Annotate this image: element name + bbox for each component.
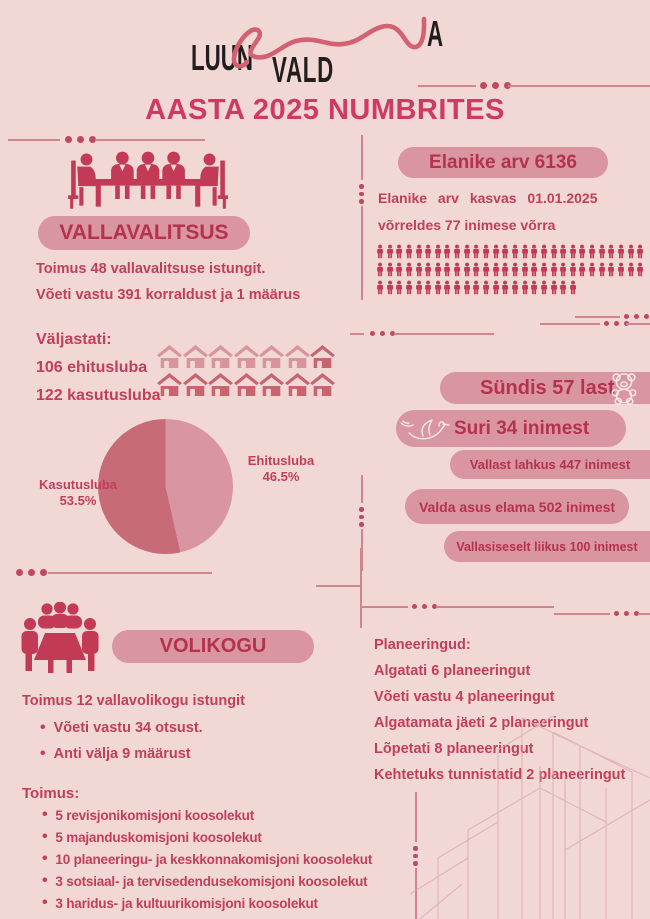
house-icon <box>285 345 310 368</box>
house-pictograph-row <box>157 345 336 368</box>
logo-text-vald: VALD <box>272 49 334 91</box>
person-icon <box>443 279 451 296</box>
komisjonid-bullet <box>42 850 372 868</box>
person-icon <box>415 279 423 296</box>
person-icon <box>386 243 394 260</box>
house-icon <box>183 373 208 396</box>
person-icon <box>521 261 529 278</box>
person-icon <box>453 279 461 296</box>
divider-line <box>8 139 60 141</box>
house-icon <box>310 373 335 396</box>
person-icon <box>472 279 480 296</box>
planeeringud-item: Võeti vastu 4 planeeringut <box>374 689 555 705</box>
komisjonid-bullet <box>42 828 262 846</box>
government-meeting-icon <box>66 151 230 209</box>
person-icon <box>559 243 567 260</box>
page-title: AASTA 2025 NUMBRITES <box>145 94 505 126</box>
house-icon <box>208 345 233 368</box>
logo-text-luun: LUUN <box>191 37 253 79</box>
person-icon <box>511 279 519 296</box>
person-icon <box>443 243 451 260</box>
divider-line <box>361 206 363 300</box>
person-icon <box>482 279 490 296</box>
planeeringud-item: Algatamata jäeti 2 planeeringut <box>374 715 589 731</box>
person-icon <box>540 279 548 296</box>
bullet-icon <box>42 806 47 824</box>
deaths-label: Suri 34 inimest <box>454 417 590 439</box>
person-icon <box>540 243 548 260</box>
bullet-icon <box>42 872 47 890</box>
pie-label-text: Kasutusluba <box>38 477 117 492</box>
pie-label-ehitusluba <box>225 453 337 485</box>
divider-line <box>436 606 554 608</box>
divider-line <box>48 572 212 574</box>
divider-dots <box>412 604 437 609</box>
permits-line1: 106 ehitusluba <box>36 359 148 376</box>
house-icon <box>234 345 259 368</box>
person-icon <box>521 243 529 260</box>
house-icon <box>208 373 233 396</box>
planeeringud-item: Lõpetati 8 planeeringut <box>374 741 534 757</box>
person-icon <box>376 261 384 278</box>
divider-dots <box>614 611 639 616</box>
bullet-icon <box>42 828 47 846</box>
person-icon <box>415 261 423 278</box>
person-icon <box>463 279 471 296</box>
person-icon <box>617 243 625 260</box>
volikogu-pill: VOLIKOGU <box>112 630 314 663</box>
person-icon <box>472 261 480 278</box>
bullet-icon <box>42 894 47 912</box>
divider-dots <box>370 331 395 336</box>
moved-out-pill <box>450 450 650 479</box>
population-line1: Elanike arv kasvas 01.01.2025 <box>378 190 598 206</box>
house-icon <box>259 373 284 396</box>
divider-dots <box>65 136 96 143</box>
population-pill: Elanike arv 6136 <box>398 147 608 178</box>
person-icon <box>482 243 490 260</box>
internal-move-pill <box>444 531 650 562</box>
person-icon <box>530 279 538 296</box>
person-icon <box>530 261 538 278</box>
person-icon <box>376 279 384 296</box>
house-icon <box>285 373 310 396</box>
permits-line2: 122 kasutusluba <box>36 387 161 404</box>
person-icon <box>501 243 509 260</box>
divider-line <box>361 135 363 180</box>
house-icon <box>183 345 208 368</box>
person-icon <box>501 261 509 278</box>
person-icon <box>550 243 558 260</box>
person-icon <box>376 243 384 260</box>
person-pictograph-row <box>376 279 578 296</box>
divider-line <box>360 548 362 628</box>
person-icon <box>395 279 403 296</box>
building-wireframe-illustration <box>410 680 650 919</box>
bullet-icon <box>40 745 46 763</box>
person-icon <box>501 279 509 296</box>
person-icon <box>559 261 567 278</box>
komisjonid-bullet <box>42 894 318 912</box>
person-icon <box>424 279 432 296</box>
person-icon <box>569 261 577 278</box>
person-icon <box>627 243 635 260</box>
volikogu-bullet <box>40 745 191 763</box>
person-icon <box>588 261 596 278</box>
moved-in-pill <box>405 489 629 524</box>
person-icon <box>550 261 558 278</box>
moved-out-label: Vallast lahkus 447 inimest <box>469 457 631 472</box>
internal-move-label: Vallasiseselt liikus 100 inimest <box>456 539 638 554</box>
pie-label-pct: 53.5% <box>59 493 97 508</box>
person-icon <box>395 243 403 260</box>
person-icon <box>434 261 442 278</box>
divider-dots <box>624 314 649 319</box>
person-icon <box>588 243 596 260</box>
person-icon <box>443 261 451 278</box>
house-icon <box>259 345 284 368</box>
person-icon <box>453 261 461 278</box>
person-icon <box>405 243 413 260</box>
person-icon <box>463 243 471 260</box>
vallavalitsus-line1: Toimus 48 vallavalitsuse istungit. <box>36 261 266 277</box>
volikogu-bullet-text: Võeti vastu 34 otsust. <box>53 720 203 736</box>
person-icon <box>511 243 519 260</box>
divider-line <box>626 323 650 325</box>
person-icon <box>530 243 538 260</box>
bullet-icon <box>40 719 46 737</box>
person-icon <box>598 243 606 260</box>
volikogu-bullet-text: Anti välja 9 määrust <box>53 746 191 762</box>
person-icon <box>578 261 586 278</box>
divider-dots <box>16 569 47 576</box>
pie-label-kasutusluba <box>22 477 134 509</box>
planeeringud-item: Kehtetuks tunnistatid 2 planeeringut <box>374 767 626 783</box>
divider-line <box>554 613 610 615</box>
person-icon <box>492 243 500 260</box>
divider-line <box>361 475 363 503</box>
person-icon <box>424 261 432 278</box>
person-icon <box>598 261 606 278</box>
person-icon <box>607 261 615 278</box>
moved-in-label: Valda asus elama 502 inimest <box>418 498 616 515</box>
house-icon <box>157 373 182 396</box>
divider-line <box>394 333 494 335</box>
person-icon <box>386 261 394 278</box>
house-icon <box>157 345 182 368</box>
planeeringud-heading: Planeeringud: <box>374 637 471 653</box>
divider-line <box>540 323 600 325</box>
person-icon <box>540 261 548 278</box>
person-icon <box>636 243 644 260</box>
house-icon <box>234 373 259 396</box>
person-icon <box>569 243 577 260</box>
divider-dots <box>359 184 364 204</box>
person-icon <box>434 243 442 260</box>
population-line2: võrreldes 77 inimese võrra <box>378 217 556 233</box>
volikogu-bullet <box>40 719 203 737</box>
komisjonid-bullet-text: 10 planeeringu- ja keskkonnakomisjoni koosolekut <box>55 851 373 867</box>
divider-line <box>638 613 650 615</box>
person-icon <box>492 279 500 296</box>
river-squiggle-icon <box>180 5 470 95</box>
person-icon <box>472 243 480 260</box>
person-icon <box>424 243 432 260</box>
person-icon <box>463 261 471 278</box>
person-icon <box>521 279 529 296</box>
divider-line <box>362 606 408 608</box>
pie-label-text: Ehitusluba <box>247 453 315 468</box>
person-icon <box>578 243 586 260</box>
divider-dots <box>359 507 364 527</box>
person-icon <box>607 243 615 260</box>
komisjonid-bullet <box>42 806 254 824</box>
births-label: Sündis 57 last <box>480 376 615 399</box>
komisjonid-bullet-text: 3 sotsiaal- ja tervisedendusekomisjoni koosolekut <box>55 873 368 889</box>
person-icon <box>453 243 461 260</box>
divider-line <box>508 85 650 87</box>
person-icon <box>550 279 558 296</box>
person-icon <box>405 261 413 278</box>
komisjonid-bullet-text: 5 majanduskomisjoni koosolekut <box>55 829 262 845</box>
person-icon <box>617 261 625 278</box>
person-icon <box>395 261 403 278</box>
person-pictograph-row <box>376 261 646 278</box>
person-icon <box>636 261 644 278</box>
teddy-bear-icon <box>608 371 640 405</box>
komisjonid-bullet-text: 3 haridus- ja kultuurikomisjoni koosolekut <box>55 895 318 911</box>
logo-text-a: A <box>427 13 444 55</box>
volikogu-line1: Toimus 12 vallavolikogu istungit <box>22 693 245 709</box>
person-icon <box>511 261 519 278</box>
person-icon <box>569 279 577 296</box>
person-icon <box>405 279 413 296</box>
person-icon <box>627 261 635 278</box>
divider-line <box>95 139 205 141</box>
divider-line <box>575 316 620 318</box>
komisjonid-bullet <box>42 872 367 890</box>
house-icon <box>310 345 335 368</box>
house-pictograph-row <box>157 373 336 396</box>
person-icon <box>434 279 442 296</box>
person-icon <box>492 261 500 278</box>
komisjonid-bullet-text: 5 revisjonikomisjoni koosolekut <box>55 807 255 823</box>
person-icon <box>559 279 567 296</box>
divider-line <box>350 333 364 335</box>
divider-line <box>418 85 476 87</box>
vallavalitsus-line2: Võeti vastu 391 korraldust ja 1 määrus <box>36 287 301 303</box>
person-pictograph-row <box>376 243 646 260</box>
person-icon <box>386 279 394 296</box>
person-icon <box>415 243 423 260</box>
planeeringud-item: Algatati 6 planeeringut <box>374 663 531 679</box>
dove-icon <box>398 413 452 445</box>
komisjonid-heading: Toimus: <box>22 785 80 802</box>
permits-heading: Väljastati: <box>36 331 112 348</box>
divider-line <box>316 585 361 587</box>
pie-label-pct: 46.5% <box>262 469 300 484</box>
person-icon <box>482 261 490 278</box>
bullet-icon <box>42 850 47 868</box>
divider-dots <box>480 82 511 89</box>
vallavalitsus-pill: VALLAVALITSUS <box>38 216 250 250</box>
council-meeting-icon <box>20 602 100 676</box>
